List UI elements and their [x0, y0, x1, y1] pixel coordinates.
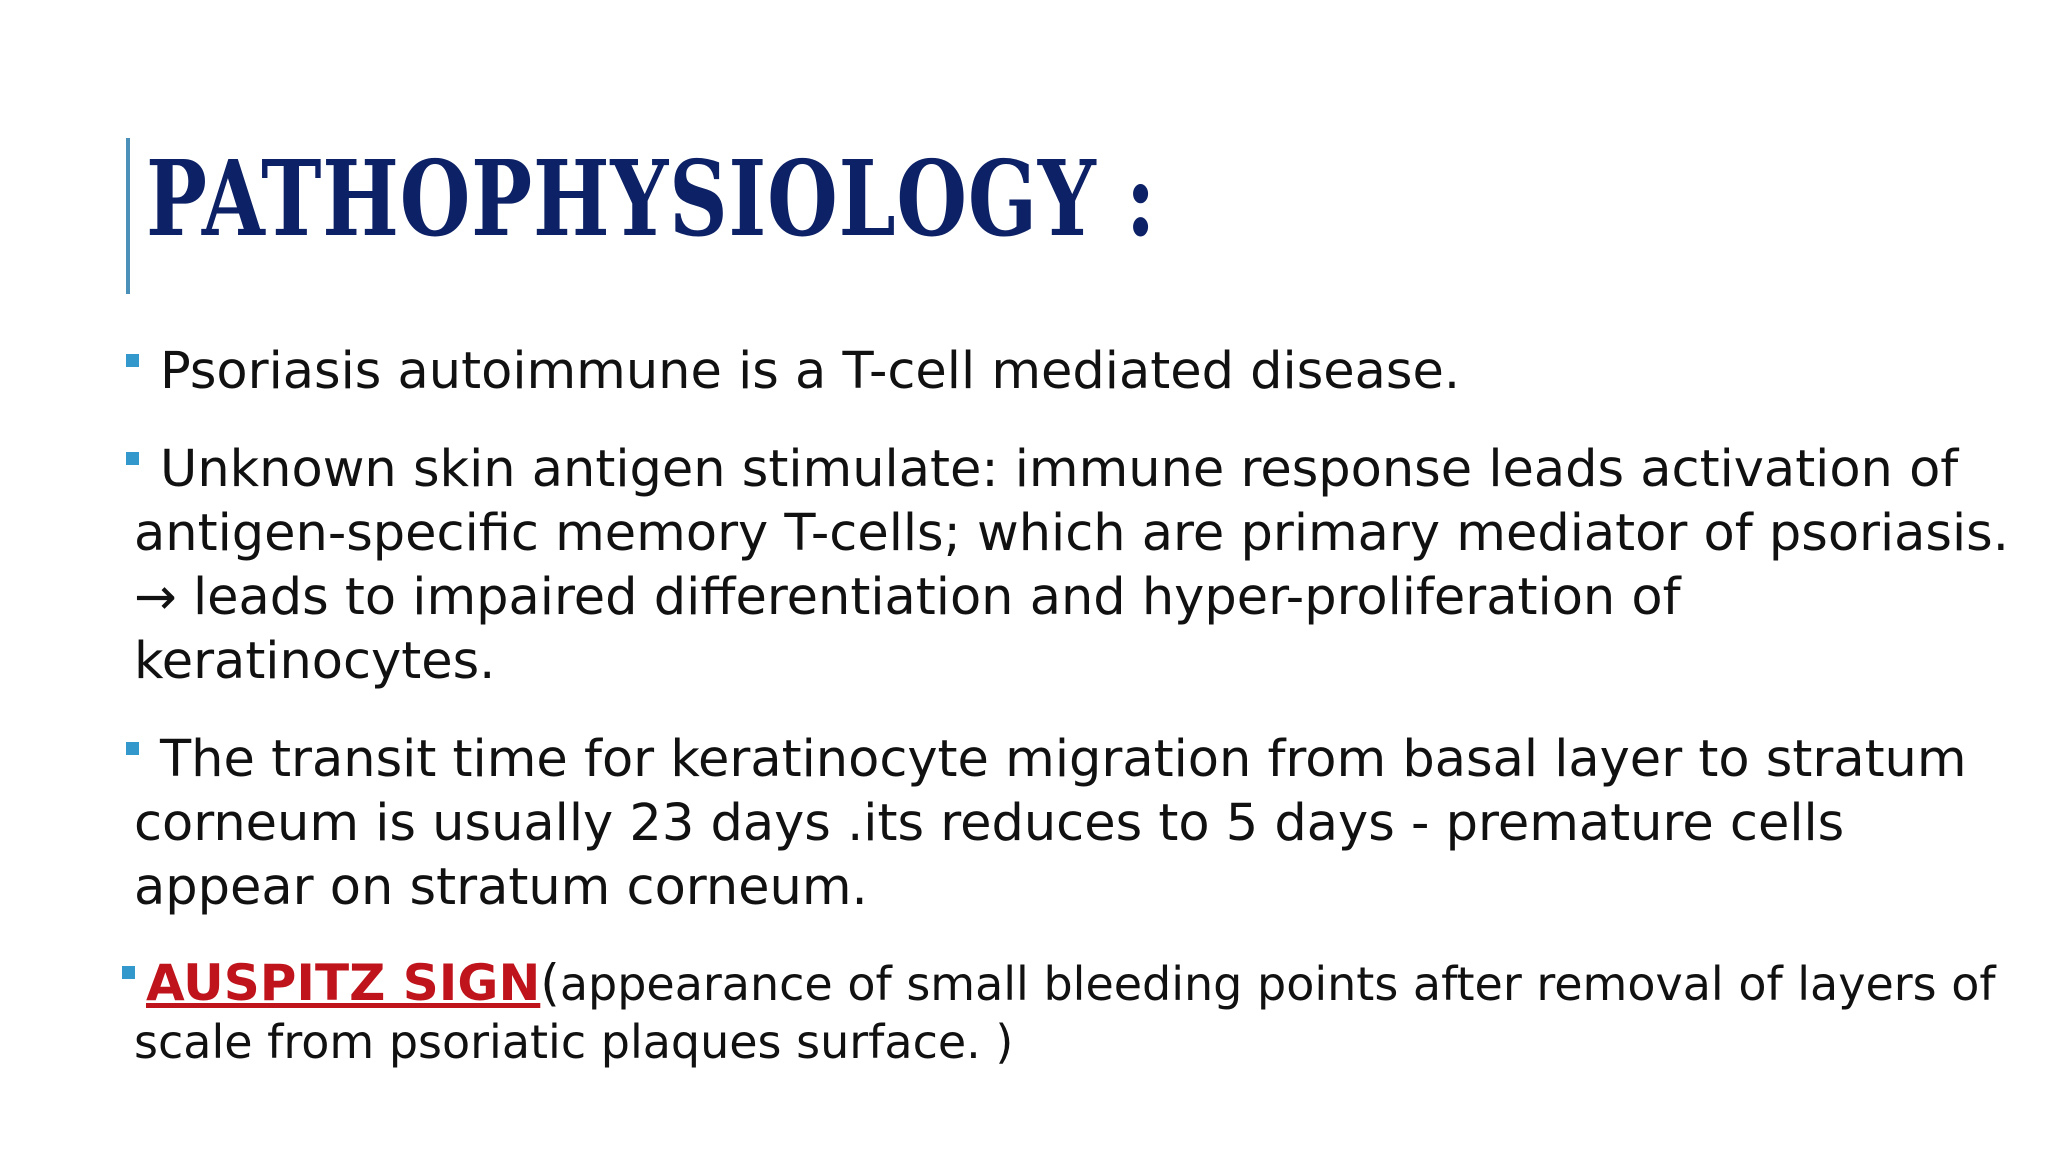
bullet-item	[134, 438, 2024, 694]
bullet-text: Unknown skin antigen stimulate: immune response leads activation of antigen-specific memory T-cells; which are primary mediator of psoriasis. → leads to impaired differentiation and hyper-proliferation of keratinocytes.	[134, 440, 2009, 691]
square-bullet-icon	[126, 354, 139, 367]
bullet-text: Psoriasis autoimmune is a T-cell mediated disease.	[160, 342, 1461, 401]
square-bullet-icon	[122, 966, 135, 979]
bullet-item	[134, 340, 2024, 404]
open-paren: (	[540, 954, 560, 1012]
bullet-item	[134, 728, 2024, 920]
bullet-text: appearance of small bleeding points after removal of layers of scale from psoriatic plaques surface. )	[134, 957, 1996, 1069]
square-bullet-icon	[126, 452, 139, 465]
slide-title: PATHOPHYSIOLOGY :	[146, 137, 1157, 260]
title-accent-bar	[126, 138, 130, 294]
square-bullet-icon	[126, 742, 139, 755]
bullet-list	[134, 340, 2024, 1105]
auspitz-sign-highlight: AUSPITZ SIGN	[146, 954, 541, 1012]
bullet-text-with-highlight	[134, 954, 2024, 1071]
bullet-text: The transit time for keratinocyte migration from basal layer to stratum corneum is usually 23 days .its reduces to 5 days - premature cells appear on stratum corneum.	[134, 730, 1967, 917]
bullet-item	[134, 954, 2024, 1071]
